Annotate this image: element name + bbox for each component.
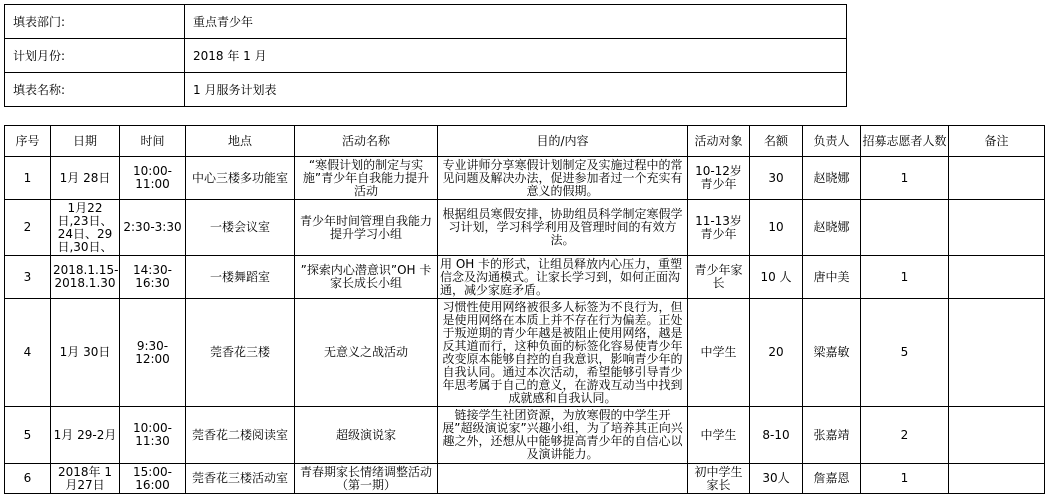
- cell-target: 中学生: [688, 407, 750, 464]
- cell-index: 1: [5, 157, 51, 200]
- cell-quota: 8-10: [750, 407, 803, 464]
- cell-target: 10-12岁青少年: [688, 157, 750, 200]
- table-row: [5, 464, 1045, 494]
- info-label: 填表部门:: [5, 5, 185, 39]
- cell-activity: “寒假计划的制定与实施”青少年自我能力提升活动: [295, 157, 438, 200]
- table-row: [5, 299, 1045, 407]
- cell-index: 3: [5, 256, 51, 299]
- table-row: [5, 407, 1045, 464]
- cell-purpose: [438, 407, 688, 464]
- cell-location: 莞香花三楼: [186, 299, 295, 407]
- cell-index: 5: [5, 407, 51, 464]
- cell-volunteers: 2: [861, 407, 949, 464]
- cell-volunteers: 1: [861, 256, 949, 299]
- cell-remarks: [949, 200, 1045, 256]
- cell-purpose: [438, 299, 688, 407]
- cell-date: 1月 29-2月: [51, 407, 120, 464]
- cell-quota: 20: [750, 299, 803, 407]
- cell-date: 2018.1.15-2018.1.30: [51, 256, 120, 299]
- cell-remarks: [949, 157, 1045, 200]
- info-row-department: [5, 5, 847, 39]
- cell-time: 2:30-3:30: [120, 200, 186, 256]
- form-info-table: [4, 4, 847, 107]
- table-row: [5, 157, 1045, 200]
- cell-date: 1月22日,23日、24日、29日,30日、: [51, 200, 120, 256]
- cell-volunteers: 1: [861, 157, 949, 200]
- cell-location: 中心三楼多功能室: [186, 157, 295, 200]
- cell-location: 莞香花二楼阅读室: [186, 407, 295, 464]
- cell-target: 11-13岁青少年: [688, 200, 750, 256]
- header-date: 日期: [51, 126, 120, 157]
- cell-index: 4: [5, 299, 51, 407]
- cell-owner: 张嘉靖: [803, 407, 861, 464]
- cell-volunteers: 1: [861, 464, 949, 494]
- cell-activity: 超级演说家: [295, 407, 438, 464]
- cell-purpose: [438, 464, 688, 494]
- cell-remarks: [949, 464, 1045, 494]
- cell-quota: 10: [750, 200, 803, 256]
- cell-date: 2018年 1月27日: [51, 464, 120, 494]
- header-remarks: 备注: [949, 126, 1045, 157]
- cell-quota: 30人: [750, 464, 803, 494]
- cell-time: 14:30-16:30: [120, 256, 186, 299]
- cell-time: 15:00-16:00: [120, 464, 186, 494]
- cell-remarks: [949, 256, 1045, 299]
- cell-location: 一楼会议室: [186, 200, 295, 256]
- cell-purpose: 根据组员寒假安排，协助组员科学制定寒假学习计划，学习科学利用及管理时间的有效方法。: [438, 200, 688, 256]
- purpose-text: 链接学生社团资源，为放寒假的中学生开展”超级演说家”兴趣小组，为了培养其正向兴趣之外，还想从中能够提高青少年的自信心以及演讲能力。: [442, 409, 683, 461]
- header-target: 活动对象: [688, 126, 750, 157]
- info-label: 填表名称:: [5, 73, 185, 107]
- info-value: 1 月服务计划表: [185, 73, 847, 107]
- header-location: 地点: [186, 126, 295, 157]
- header-activity: 活动名称: [295, 126, 438, 157]
- header-time: 时间: [120, 126, 186, 157]
- cell-purpose: 专业讲师分享寒假计划制定及实施过程中的常见问题及解决办法，促进参加者过一个充实有意义的假期。: [438, 157, 688, 200]
- service-plan-table: [4, 125, 1045, 494]
- cell-volunteers: [861, 200, 949, 256]
- cell-time: 10:00-11:30: [120, 407, 186, 464]
- cell-target: 初中学生家长: [688, 464, 750, 494]
- cell-purpose: 用 OH 卡的形式，让组员释放内心压力，重塑信念及沟通模式。让家长学习到，如何正面沟通，减少家庭矛盾。: [438, 256, 688, 299]
- cell-location: 一楼舞蹈室: [186, 256, 295, 299]
- header-quota: 名额: [750, 126, 803, 157]
- cell-volunteers: 5: [861, 299, 949, 407]
- info-value: 2018 年 1 月: [185, 39, 847, 73]
- cell-time: 10:00-11:00: [120, 157, 186, 200]
- purpose-text: 习惯性使用网络被很多人标签为不良行为，但是使用网络在本质上并不存在行为偏差。正处于叛逆期的青少年越是被阻止使用网络，越是反其道而行，这种负面的标签化容易使青少年改变原本能够自控的自我意识，影响青少年的自我认同。通过本次活动，希望能够引导青少年思考属于自己的意义，在游戏互动当中找到成就感和自我认同。: [442, 300, 683, 405]
- cell-activity: 青春期家长情绪调整活动（第一期）: [295, 464, 438, 494]
- info-value: 重点青少年: [185, 5, 847, 39]
- cell-index: 6: [5, 464, 51, 494]
- cell-owner: 詹嘉恩: [803, 464, 861, 494]
- cell-owner: 赵晓娜: [803, 200, 861, 256]
- cell-activity: 无意义之战活动: [295, 299, 438, 407]
- cell-date: 1月 30日: [51, 299, 120, 407]
- cell-remarks: [949, 299, 1045, 407]
- cell-target: 中学生: [688, 299, 750, 407]
- cell-index: 2: [5, 200, 51, 256]
- cell-owner: 唐中美: [803, 256, 861, 299]
- cell-target: 青少年家长: [688, 256, 750, 299]
- info-row-month: [5, 39, 847, 73]
- table-row: [5, 256, 1045, 299]
- cell-remarks: [949, 407, 1045, 464]
- header-volunteers: 招募志愿者人数: [861, 126, 949, 157]
- cell-time: 9:30-12:00: [120, 299, 186, 407]
- info-label: 计划月份:: [5, 39, 185, 73]
- cell-owner: 赵晓娜: [803, 157, 861, 200]
- header-owner: 负责人: [803, 126, 861, 157]
- cell-location: 莞香花三楼活动室: [186, 464, 295, 494]
- header-index: 序号: [5, 126, 51, 157]
- cell-activity: ”探索内心潜意识”OH 卡家长成长小组: [295, 256, 438, 299]
- cell-date: 1月 28日: [51, 157, 120, 200]
- table-header-row: [5, 126, 1045, 157]
- header-purpose: 目的/内容: [438, 126, 688, 157]
- info-row-name: [5, 73, 847, 107]
- cell-quota: 30: [750, 157, 803, 200]
- cell-owner: 梁嘉敏: [803, 299, 861, 407]
- cell-activity: 青少年时间管理自我能力提升学习小组: [295, 200, 438, 256]
- table-row: [5, 200, 1045, 256]
- cell-quota: 10 人: [750, 256, 803, 299]
